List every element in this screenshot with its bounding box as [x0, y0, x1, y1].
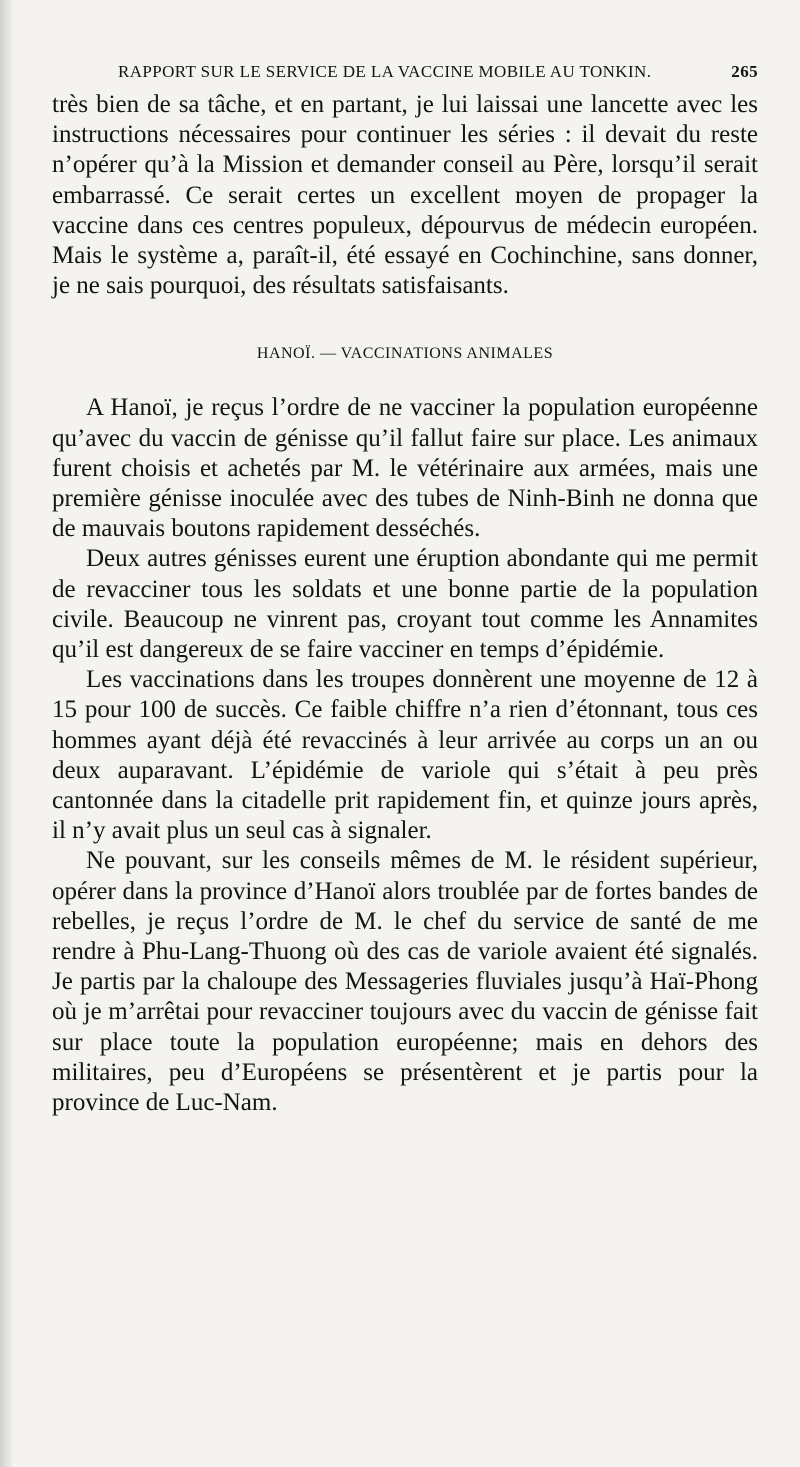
body-text — [52, 90, 758, 1118]
paragraph-2: A Hanoï, je reçus l’ordre de ne vacciner la population européenne qu’avec du vaccin de génisse qu’il fallut faire sur place. Les animaux furent choisis et achetés par M. le vétérinaire aux armées, mais une première génisse inoculée avec des tubes de Ninh-Binh ne donna que de mauvais boutons rapidement desséchés. — [52, 394, 758, 543]
paragraph-3: Deux autres génisses eurent une éruption abondante qui me permit de revacciner tous les soldats et une bonne partie de la population civile. Beaucoup ne vinrent pas, croyant tout comme les Annamites qu’il est dangereux de se faire vacciner en temps d’épidémie. — [52, 545, 758, 664]
page-header — [118, 58, 758, 90]
paragraph-4: Les vaccinations dans les troupes donnèrent une moyenne de 12 à 15 pour 100 de succès. Ce faible chiffre n’a rien d’étonnant, tous ces hommes ayant déjà été revaccinés à leur arrivée au corps un an ou deux auparavant. L’épidémie de variole qui s’était à peu près cantonnée dans la citadelle prit rapidement fin, et quinze jours après, il n’y avait plus un seul cas à signaler. — [52, 666, 758, 845]
section-title: HANOÏ. — VACCINATIONS ANIMALES — [256, 345, 554, 363]
running-head: RAPPORT SUR LE SERVICE DE LA VACCINE MOBILE AU TONKIN. — [118, 62, 652, 81]
page-number: 265 — [731, 62, 758, 81]
page-spine-shadow — [0, 0, 14, 1467]
paragraph-5: Ne pouvant, sur les conseils mêmes de M. le résident supérieur, opérer dans la province d’Hanoï alors troublée par de fortes bandes de rebelles, je reçus l’ordre de M. le chef du service de santé de me rendre à Phu-Lang-Thuong où des cas de variole avaient été signalés. Je partis par la chaloupe des Messageries fluviales jusqu’à Haï-Phong où je m’arrêtai pour revacciner toujours avec du vaccin de génisse fait sur place toute la population européenne; mais en dehors des militaires, peu d’Européens se présentèrent et je partis pour la province de Luc-Nam. — [52, 847, 758, 1117]
paragraph-1: très bien de sa tâche, et en partant, je lui laissai une lancette avec les instructions nécessaires pour continuer les séries : il devait du reste n’opérer qu’à la Mission et demander conseil au Père, lorsqu’il serait embarrassé. Ce serait certes un excellent moyen de propager la vaccine dans ces centres populeux, dépourvus de médecin européen. Mais le système a, paraît-il, été essayé en Cochinchine, sans donner, je ne sais pourquoi, des résultats satisfaisants. — [52, 91, 758, 300]
